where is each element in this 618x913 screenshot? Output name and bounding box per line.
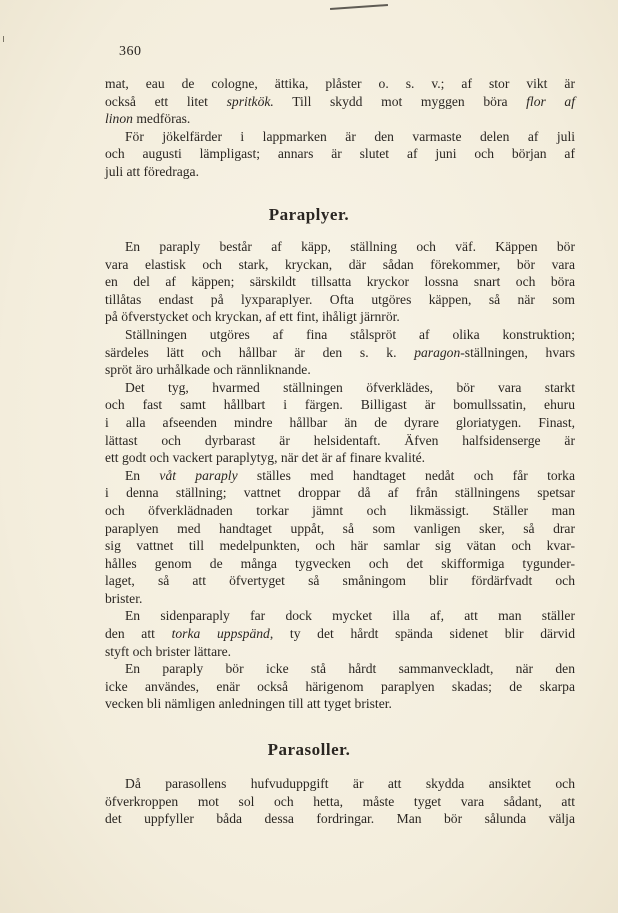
text-line: i alla afseenden mindre hållbar än de dyrare gloriatygen. Finast, bbox=[105, 414, 575, 430]
edge-mark bbox=[3, 36, 4, 42]
text-line: En paraply bör icke stå hårdt sammanveckladt, när den bbox=[125, 661, 575, 677]
text-line: sig vattnet till medelpunkten, och här samlar sig vätan och kvar- bbox=[105, 538, 575, 554]
text-line: lättast och dyrbarast är helsidentaft. Äfven halfsidenserge är bbox=[105, 432, 575, 448]
text-line: och augusti lämpligast; annars är slutet af juni och början af bbox=[105, 146, 575, 162]
section-intro-text bbox=[105, 75, 575, 181]
text-line: laget, så att öfvertyget så småningom blir fördärfvadt och bbox=[105, 573, 575, 589]
section-paraplyer-text bbox=[105, 238, 575, 713]
italic-term: linon bbox=[105, 111, 133, 127]
section-parasoller-text bbox=[105, 775, 575, 828]
text-line: en del af käppen; särskildt tillsatta kryckor lossna snart och böra bbox=[105, 274, 575, 290]
text-line: särdeles lätt och hållbar är den s. k. paragon-ställningen, hvars bbox=[105, 344, 576, 360]
text-line: tillåtas endast på lyxparaplyer. Ofta utgöres käppen, så när som bbox=[105, 291, 575, 307]
italic-term: torka uppspänd bbox=[171, 626, 270, 642]
text-line: ett godt och vackert paraplytyg, när det är af finare kvalité. bbox=[105, 450, 426, 466]
text-line: En paraply består af käpp, ställning och väf. Käppen bör bbox=[125, 239, 575, 254]
italic-term: spritkök. bbox=[226, 93, 274, 109]
text-line: En sidenparaply far dock mycket illa af, att man ställer bbox=[125, 608, 575, 624]
text-line: Ställningen utgöres af fina stålspröt af olika konstruktion; bbox=[125, 326, 575, 342]
text-line: och öfverklädnaden torkar jämnt och likmässigt. Ställer man bbox=[105, 502, 575, 518]
italic-term: flor af bbox=[526, 93, 575, 109]
text-line: icke användes, enär också härigenom paraplyen skadas; de skarpa bbox=[105, 678, 575, 694]
heading-paraplyer: Paraplyer. bbox=[268, 205, 350, 224]
text-line: linon medföras. bbox=[105, 111, 191, 127]
text-line: Det tyg, hvarmed ställningen öfverklädes, bör vara starkt bbox=[125, 379, 575, 395]
text-line: också ett litet spritkök. Till skydd mot myggen böra flor af bbox=[105, 93, 575, 109]
text-line: spröt äro urhålkade och rännliknande. bbox=[105, 362, 311, 378]
text-line: öfverkroppen mot sol och hetta, måste tyget vara sådant, att bbox=[105, 793, 575, 809]
text-line: styft och brister lättare. bbox=[105, 643, 232, 659]
pen-mark bbox=[330, 4, 388, 10]
text-line: paraplyen med handtaget uppåt, så som vanligen sker, så drar bbox=[105, 520, 575, 536]
text-line: Då parasollens hufvuduppgift är att skydda ansiktet och bbox=[125, 776, 575, 791]
italic-term: våt paraply bbox=[159, 467, 238, 483]
text-line: brister. bbox=[105, 590, 143, 606]
text-line: juli att föredraga. bbox=[105, 163, 199, 179]
italic-term: paragon bbox=[414, 344, 461, 360]
text-line: och fast samt hållbart i färgen. Billigast är bomullssatin, ehuru bbox=[105, 397, 575, 413]
text-line: på öfverstycket och kryckan, af ett fint, ihåligt järnrör. bbox=[105, 309, 400, 325]
text-line: den att torka uppspänd, ty det hårdt spända sidenet blir därvid bbox=[105, 626, 575, 642]
text-line: i denna ställning; vattnet droppar då af från ställningens spetsar bbox=[105, 485, 575, 501]
text-line: det uppfyller båda dessa fordringar. Man bör sålunda välja bbox=[105, 811, 575, 827]
page-number: 360 bbox=[119, 44, 142, 59]
text-line: En våt paraply ställes med handtaget nedåt och får torka bbox=[125, 467, 576, 483]
text-line: För jökelfärder i lappmarken är den varmaste delen af juli bbox=[125, 128, 575, 144]
text-line: vara elastisk och stark, kryckan, där sådan förekommer, bör vara bbox=[105, 256, 575, 272]
text-line: hålles genom de många tygvecken och det skifformiga tygunder- bbox=[105, 555, 575, 571]
heading-parasoller: Parasoller. bbox=[267, 740, 351, 759]
text-line: mat, eau de cologne, ättika, plåster o. s. v.; af stor vikt är bbox=[105, 76, 575, 91]
text-line: vecken bli nämligen anledningen till att tyget brister. bbox=[105, 696, 392, 712]
